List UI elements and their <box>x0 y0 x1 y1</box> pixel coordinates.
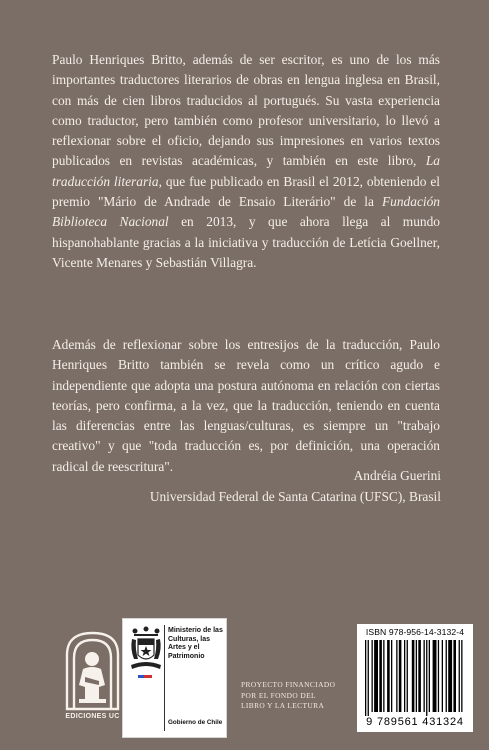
signature-affiliation: Universidad Federal de Santa Catarina (UFSC), Brasil <box>149 489 441 504</box>
barcode-bar <box>383 640 384 712</box>
barcode-bar <box>453 640 456 712</box>
book-title: La traducción literaria <box>52 153 440 189</box>
ediciones-uc-logo <box>55 625 130 735</box>
barcode-bar <box>399 640 402 712</box>
publisher-label: EDICIONES UC <box>65 713 120 720</box>
isbn-label: ISBN 978-956-14-3132-4 <box>365 627 465 637</box>
barcode-bar <box>461 640 462 712</box>
barcode-bar <box>379 640 382 712</box>
barcode-bars <box>363 640 467 716</box>
barcode-bar <box>372 640 373 712</box>
description-paragraph-1 <box>52 50 440 273</box>
chile-coat-of-arms-icon <box>126 625 166 685</box>
barcode-bar <box>442 640 443 712</box>
isbn-barcode <box>357 624 473 732</box>
funding-line: LIBRO Y LA LECTURA <box>241 701 325 711</box>
barcode-bar <box>412 640 415 712</box>
barcode-bar <box>438 640 439 712</box>
barcode-bar <box>418 640 421 712</box>
ministry-name: Ministerio de las Culturas, las Artes y el Patrimonio <box>168 627 223 660</box>
barcode-bar <box>365 640 366 716</box>
barcode-bar <box>396 640 397 712</box>
signature-name: Andréia Guerini <box>353 468 441 483</box>
barcode-bar <box>433 640 437 712</box>
paragraph-text: Paulo Henriques Britto, además de ser escritor, es uno de los más importantes traductores literarios de obras en lengua inglesa en Brasil, con más de cien libros traducidos al portugués. Su vasta experiencia como traductor, pero también como profesor universitario, lo llevó a reflexionar sobre el oficio, dejando sus impresiones en varios textos publicados en revistas académicas, y también en este libro, <box>52 52 440 169</box>
isbn-digits: 9 789561 431324 <box>366 716 464 728</box>
funding-notice <box>241 680 361 712</box>
barcode-bar <box>426 640 427 716</box>
barcode-bar <box>446 640 447 712</box>
description-paragraph-2: Además de reflexionar sobre los entresijos de la traducción, Paulo Henriques Britto también se revela como un crítico agudo e independiente que adopta una postura autónoma en relación con ciertas teorías, pero confirma, a la vez, que la traducción, teniendo en cuenta las diferencias entre las lenguas/culturas, es siempre un "trabajo creativo" y que "toda traducción es, por definición, una operación radical de reescritura". <box>52 337 440 474</box>
barcode-bar <box>374 640 378 712</box>
barcode-bar <box>448 640 452 712</box>
institution-name: Fundación Biblioteca Nacional <box>52 194 440 230</box>
barcode-bar <box>368 640 369 716</box>
funding-line: POR EL FONDO DEL <box>241 690 316 700</box>
paragraph-text: , que fue publicado en Brasil el 2012, obteniendo el premio "Mário de Andrade de Ensaio Literário" de la <box>52 173 440 210</box>
divider <box>164 625 165 731</box>
ediciones-uc-icon <box>55 625 130 713</box>
barcode-bar <box>387 640 390 712</box>
barcode-bar <box>416 640 417 712</box>
ministry-logo <box>122 618 227 738</box>
barcode-bar <box>407 640 408 712</box>
barcode-bar <box>429 640 430 712</box>
barcode-bar <box>404 640 405 712</box>
funding-line: PROYECTO FINANCIADO <box>241 680 336 689</box>
barcode-bar <box>424 640 425 712</box>
paragraph-text: en 2013, y que ahora llega al mundo hispanohablante gracias a la iniciativa y traducción de Letícia Goellner, Vicente Menares y Sebastián Villagra. <box>52 214 440 270</box>
barcode-bar <box>391 640 392 712</box>
barcode-bar <box>459 640 460 712</box>
government-label: Gobierno de Chile <box>168 719 223 726</box>
